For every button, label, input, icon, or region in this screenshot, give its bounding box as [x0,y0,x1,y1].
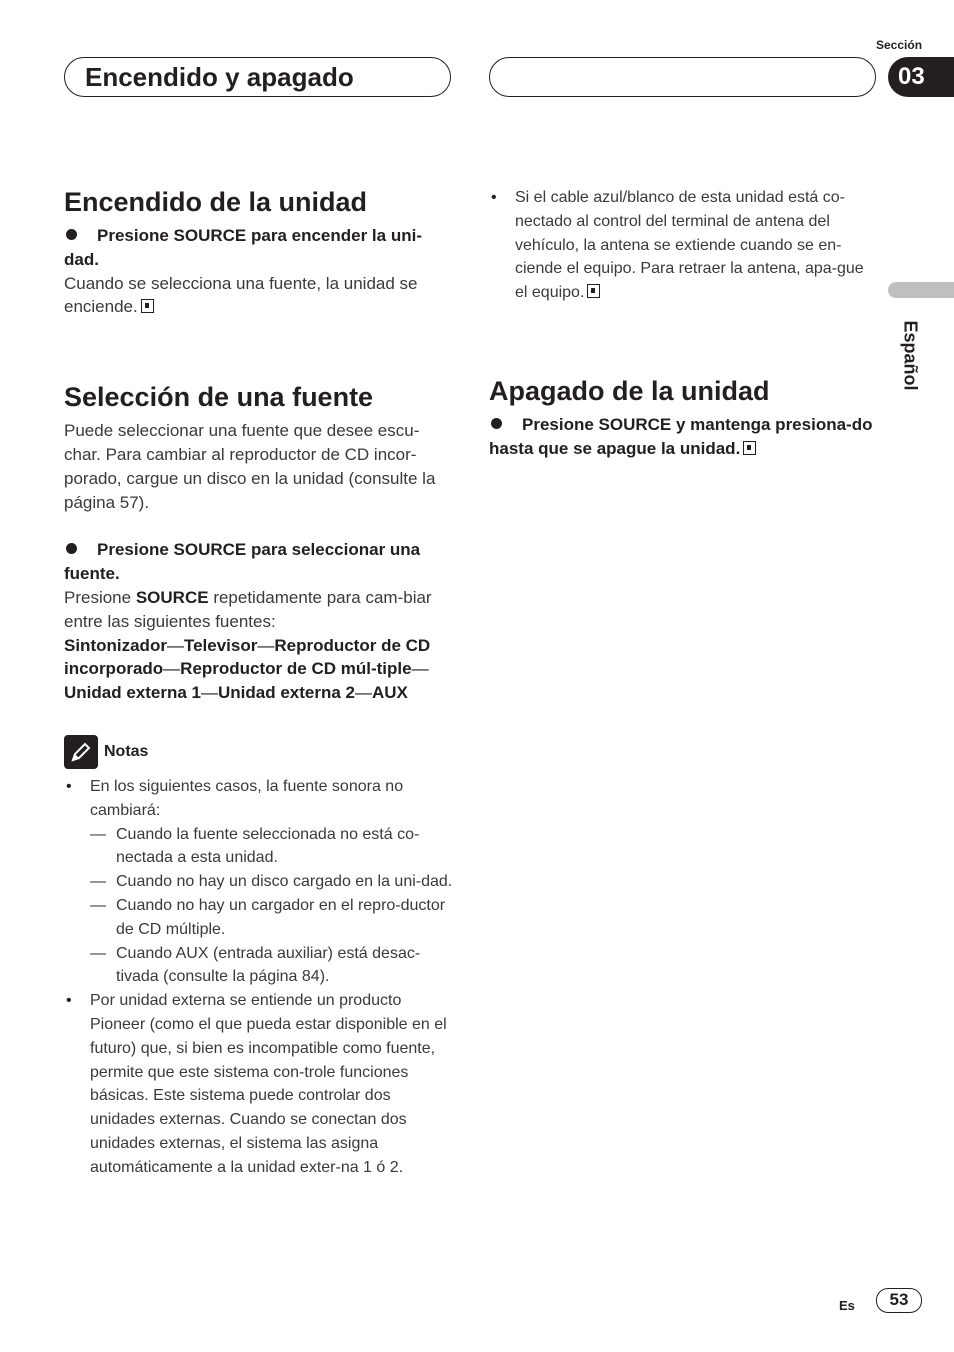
note-sublist [90,823,454,990]
step-bullet-icon [66,229,77,240]
left-column [64,186,454,1180]
notes-header [64,735,454,769]
note-item: • En los siguientes casos, la fuente sonora no cambiará: — Cuando la fuente seleccionada no está co-nectada a esta unidad. — Cuando no hay un disco cargado en la uni-dad. — Cuando no hay un cargador en el repro-ductor de CD múltiple. — Cuando AUX (entrada auxiliar) está desac-tivada (consulte la página 84). [64,775,454,989]
note-subitem: — Cuando no hay un disco cargado en la uni-dad. [90,870,454,894]
heading-power-off: Apagado de la unidad [489,375,770,406]
end-mark-icon [141,299,154,313]
step-power-on: Presione SOURCE para encender la uni-dad. [64,226,422,269]
source-list: Sintonizador—Televisor—Reproductor de CD incorporado—Reproductor de CD múl-tiple—Unidad externa 1—Unidad externa 2—AUX [64,635,431,703]
right-column [489,186,879,461]
note-subitem: — Cuando la fuente seleccionada no está co-nectada a esta unidad. [90,823,454,871]
antenna-note: • Si el cable azul/blanco de esta unidad está co-nectado al control del terminal de antena del vehículo, la antena se extiende cuando se en-ciende el equipo. Para retraer la antena, apa-gue el equipo. [489,186,879,305]
body-select-source-intro: Puede seleccionar una fuente que desee escu-char. Para cambiar al reproductor de CD incor-porado, cargue un disco en la unidad (consulte la página 57). [64,421,436,512]
end-mark-icon [743,441,756,455]
section-title: Encendido y apagado [85,62,354,92]
page-number: 53 [876,1288,922,1313]
header-blank-pill [489,57,876,97]
notes-title: Notas [104,743,149,761]
step-bullet-icon [491,418,502,429]
end-mark-icon [587,284,600,298]
body-select-source: Presione SOURCE repetidamente para cam-biar entre las siguientes fuentes: [64,587,432,631]
notes-list [64,775,454,1180]
section-number: 03 [888,57,954,97]
heading-power-on: Encendido de la unidad [64,187,368,217]
section-label: Sección [876,38,923,52]
language-label: Español [900,320,921,391]
note-item: • Por unidad externa se entiende un producto Pioneer (como el que pueda estar disponible en el futuro) que, si bien es incompatible como fuente, permite que este sistema con-trole funciones básicas. Este sistema puede controlar dos unidades externas. Cuando se conectan dos unidades externas, el sistema las asigna automáticamente a la unidad exter-na 1 ó 2. [64,989,454,1179]
step-power-off: Presione SOURCE y mantenga presiona-do hasta que se apague la unidad. [489,414,873,458]
heading-select-source: Selección de una fuente [64,382,374,413]
note-subitem: — Cuando AUX (entrada auxiliar) está desac-tivada (consulte la página 84). [90,942,454,990]
step-bullet-icon [66,543,77,554]
pencil-icon [64,735,98,769]
body-power-on: Cuando se selecciona una fuente, la unidad se enciende. [64,273,418,317]
language-tab [888,282,954,298]
note-subitem: — Cuando no hay un cargador en el repro-ductor de CD múltiple. [90,894,454,942]
footer-language-code: Es [839,1298,855,1313]
step-select-source: Presione SOURCE para seleccionar una fuente. [64,540,421,584]
section-title-pill [64,57,451,97]
